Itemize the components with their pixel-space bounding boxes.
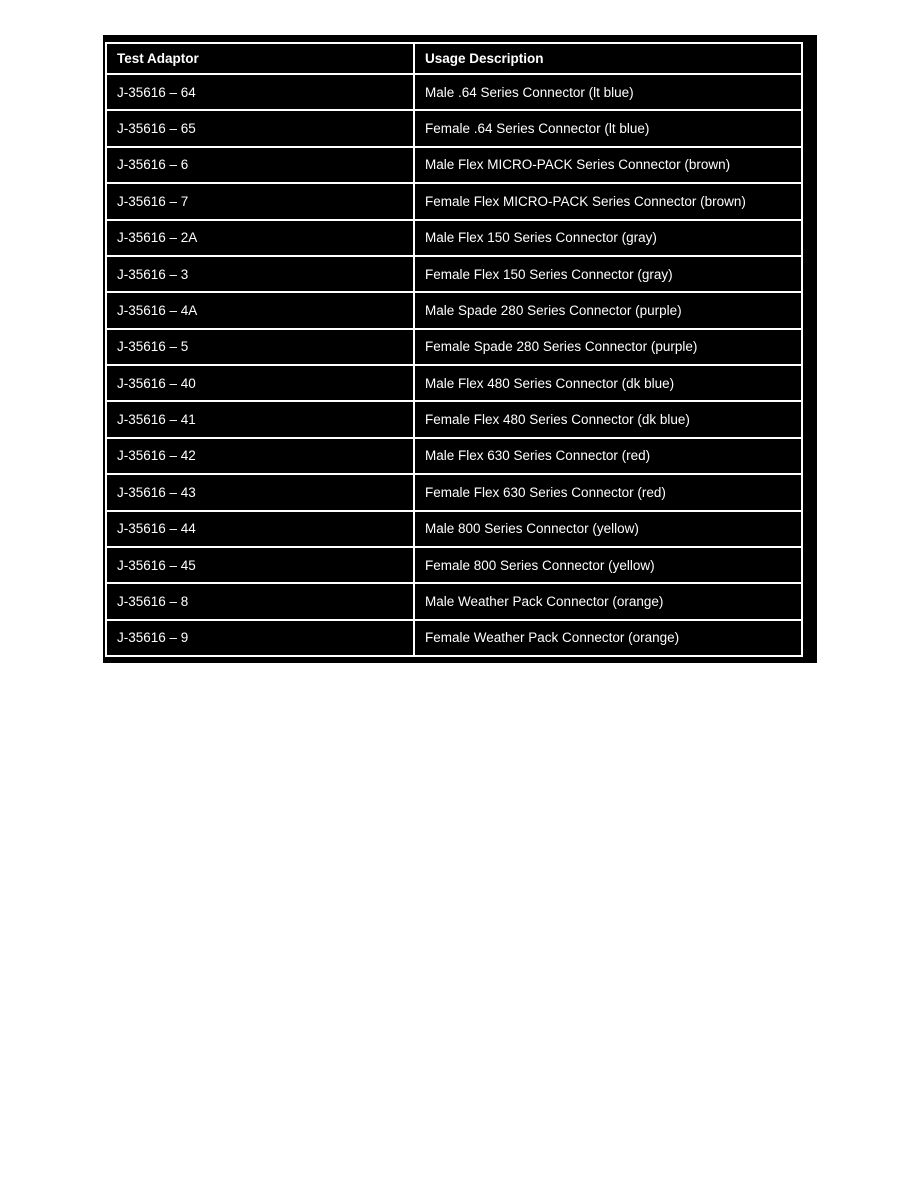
- cell-usage-description: Male Flex 150 Series Connector (gray): [414, 220, 802, 256]
- test-adaptor-table: [105, 42, 803, 657]
- cell-test-adaptor: J-35616 – 9: [106, 620, 414, 656]
- cell-usage-description: Male Flex MICRO-PACK Series Connector (brown): [414, 147, 802, 183]
- column-header-usage-description: Usage Description: [414, 43, 802, 74]
- cell-usage-description: Male Weather Pack Connector (orange): [414, 583, 802, 619]
- cell-usage-description: Male Flex 480 Series Connector (dk blue): [414, 365, 802, 401]
- table-row: [106, 474, 802, 510]
- table-row: [106, 583, 802, 619]
- table-row: [106, 438, 802, 474]
- cell-usage-description: Female Flex MICRO-PACK Series Connector (brown): [414, 183, 802, 219]
- cell-usage-description: Male .64 Series Connector (lt blue): [414, 74, 802, 110]
- cell-test-adaptor: J-35616 – 4A: [106, 292, 414, 328]
- table-row: [106, 183, 802, 219]
- table-row: [106, 329, 802, 365]
- cell-test-adaptor: J-35616 – 40: [106, 365, 414, 401]
- cell-usage-description: Female Flex 630 Series Connector (red): [414, 474, 802, 510]
- cell-usage-description: Male 800 Series Connector (yellow): [414, 511, 802, 547]
- cell-usage-description: Female Flex 480 Series Connector (dk blue): [414, 401, 802, 437]
- cell-usage-description: Female 800 Series Connector (yellow): [414, 547, 802, 583]
- table-row: [106, 74, 802, 110]
- cell-test-adaptor: J-35616 – 8: [106, 583, 414, 619]
- test-adaptor-table-container: [103, 35, 817, 663]
- cell-test-adaptor: J-35616 – 2A: [106, 220, 414, 256]
- cell-usage-description: Male Flex 630 Series Connector (red): [414, 438, 802, 474]
- table-row: [106, 511, 802, 547]
- table-row: [106, 147, 802, 183]
- table-row: [106, 365, 802, 401]
- table-row: [106, 220, 802, 256]
- cell-test-adaptor: J-35616 – 65: [106, 110, 414, 146]
- cell-test-adaptor: J-35616 – 5: [106, 329, 414, 365]
- cell-test-adaptor: J-35616 – 42: [106, 438, 414, 474]
- cell-usage-description: Female Flex 150 Series Connector (gray): [414, 256, 802, 292]
- cell-test-adaptor: J-35616 – 41: [106, 401, 414, 437]
- column-header-test-adaptor: Test Adaptor: [106, 43, 414, 74]
- cell-test-adaptor: J-35616 – 44: [106, 511, 414, 547]
- cell-test-adaptor: J-35616 – 7: [106, 183, 414, 219]
- table-row: [106, 256, 802, 292]
- table-row: [106, 292, 802, 328]
- cell-test-adaptor: J-35616 – 6: [106, 147, 414, 183]
- table-body: [106, 74, 802, 656]
- cell-usage-description: Male Spade 280 Series Connector (purple): [414, 292, 802, 328]
- cell-usage-description: Female .64 Series Connector (lt blue): [414, 110, 802, 146]
- cell-usage-description: Female Weather Pack Connector (orange): [414, 620, 802, 656]
- table-row: [106, 401, 802, 437]
- table-row: [106, 620, 802, 656]
- cell-test-adaptor: J-35616 – 45: [106, 547, 414, 583]
- cell-test-adaptor: J-35616 – 43: [106, 474, 414, 510]
- cell-test-adaptor: J-35616 – 64: [106, 74, 414, 110]
- table-header-row: [106, 43, 802, 74]
- cell-test-adaptor: J-35616 – 3: [106, 256, 414, 292]
- cell-usage-description: Female Spade 280 Series Connector (purple): [414, 329, 802, 365]
- table-row: [106, 110, 802, 146]
- table-row: [106, 547, 802, 583]
